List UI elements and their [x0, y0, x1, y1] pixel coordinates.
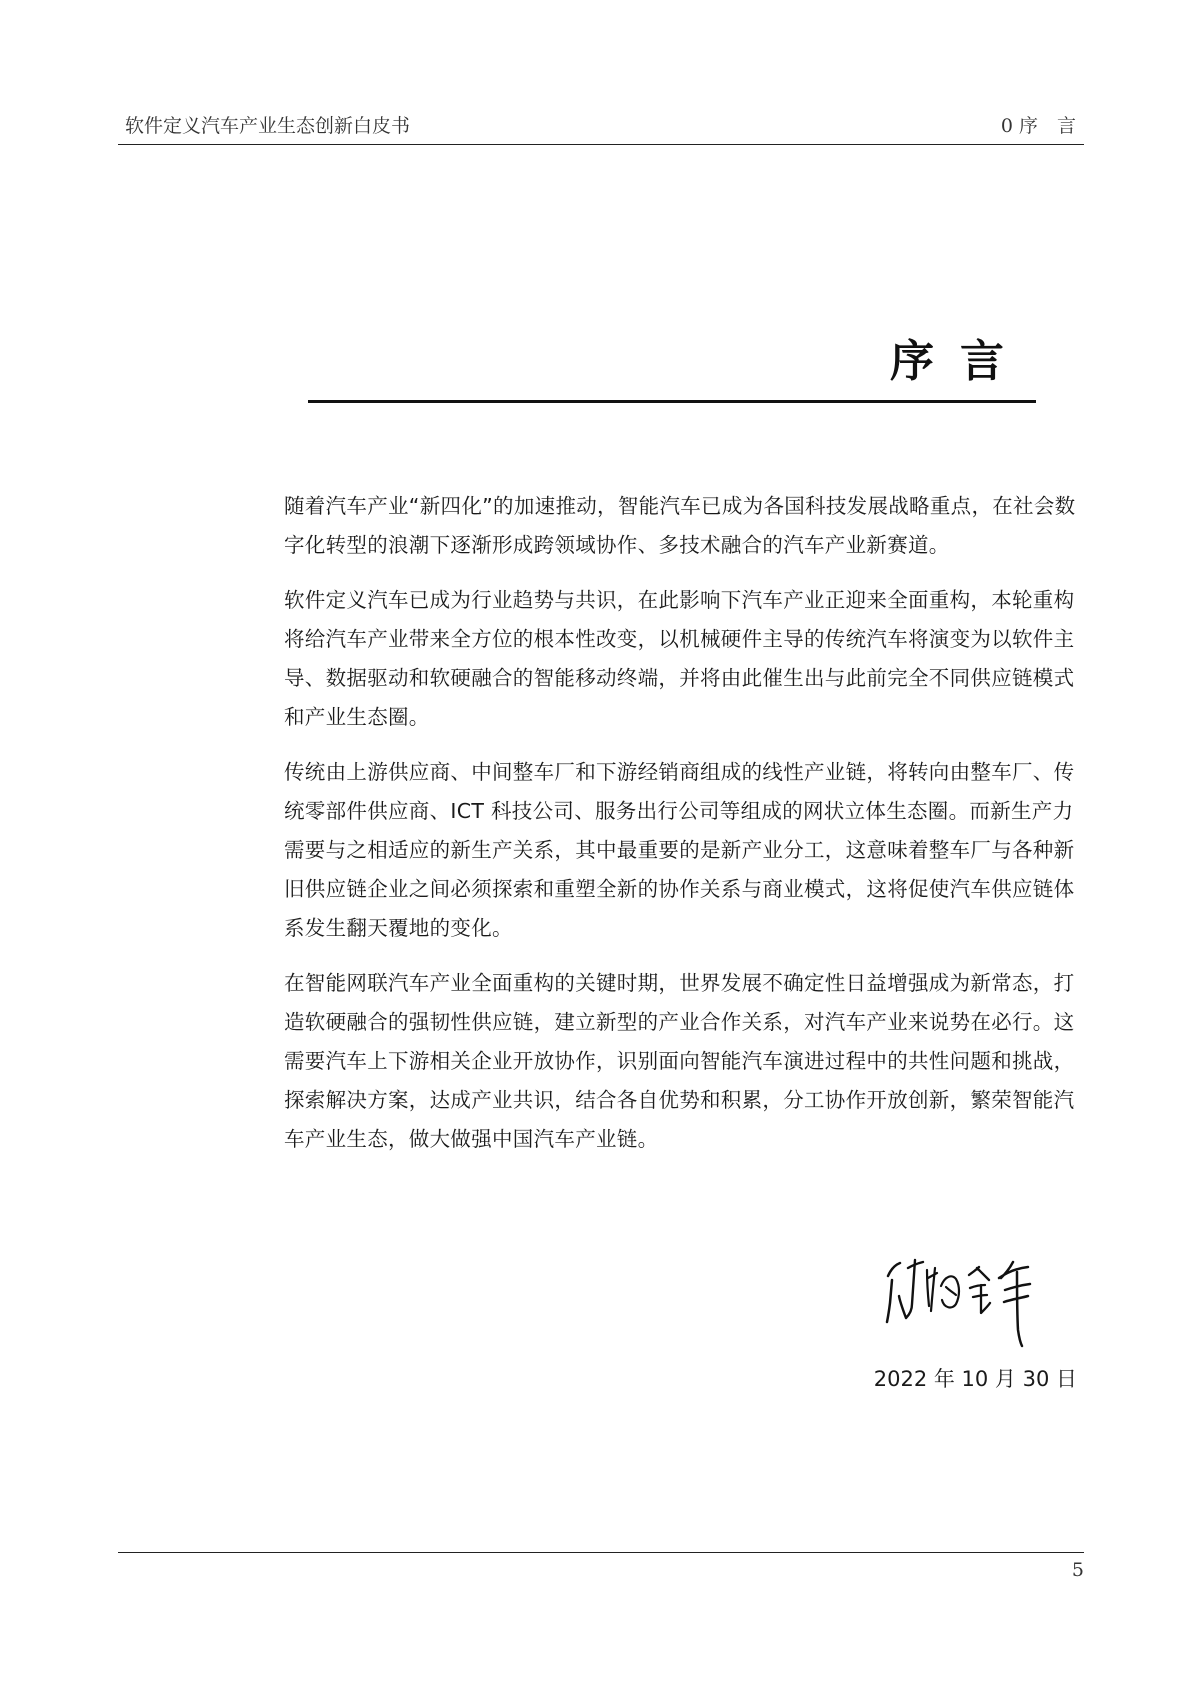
page-number: 5 — [1071, 1559, 1084, 1581]
header-section: 0 序 言 — [1000, 115, 1076, 137]
signature-date: 2022 年 10 月 30 日 — [873, 1367, 1077, 1391]
paragraph-3: 传统由上游供应商、中间整车厂和下游经销商组成的线性产业链，将转向由整车厂、传统零部件供应商、ICT 科技公司、服务出行公司等组成的网状立体生态圈。而新生产力需要与之相适应的新生产关系，其中最重要的是新产业分工，这意味着整车厂与各种新旧供应链企业之间必须探索和重塑全新的协作关系与商业模式，这将促使汽车供应链体系发生翻天覆地的变化。 — [284, 760, 1075, 940]
footer-divider — [118, 1552, 1084, 1553]
preface-title-block — [308, 336, 1036, 403]
signature-icon — [872, 1248, 1072, 1348]
page-header — [118, 112, 1084, 145]
paragraph-4: 在智能网联汽车产业全面重构的关键时期，世界发展不确定性日益增强成为新常态，打造软硬融合的强韧性供应链，建立新型的产业合作关系，对汽车产业来说势在必行。这需要汽车上下游相关企业开放协作，识别面向智能汽车演进过程中的共性问题和挑战，探索解决方案，达成产业共识，结合各自优势和积累，分工协作开放创新，繁荣智能汽车产业生态，做大做强中国汽车产业链。 — [284, 971, 1075, 1151]
header-book-title: 软件定义汽车产业生态创新白皮书 — [125, 115, 411, 137]
page-title: 序言 — [890, 336, 1030, 387]
preface-body — [284, 487, 1084, 1175]
paragraph-2: 软件定义汽车已成为行业趋势与共识，在此影响下汽车产业正迎来全面重构，本轮重构将给汽车产业带来全方位的根本性改变，以机械硬件主导的传统汽车将演变为以软件主导、数据驱动和软硬融合的智能移动终端，并将由此催生出与此前完全不同供应链模式和产业生态圈。 — [284, 588, 1075, 729]
paragraph-1: 随着汽车产业“新四化”的加速推动，智能汽车已成为各国科技发展战略重点，在社会数字化转型的浪潮下逐渐形成跨领域协作、多技术融合的汽车产业新赛道。 — [284, 494, 1076, 557]
